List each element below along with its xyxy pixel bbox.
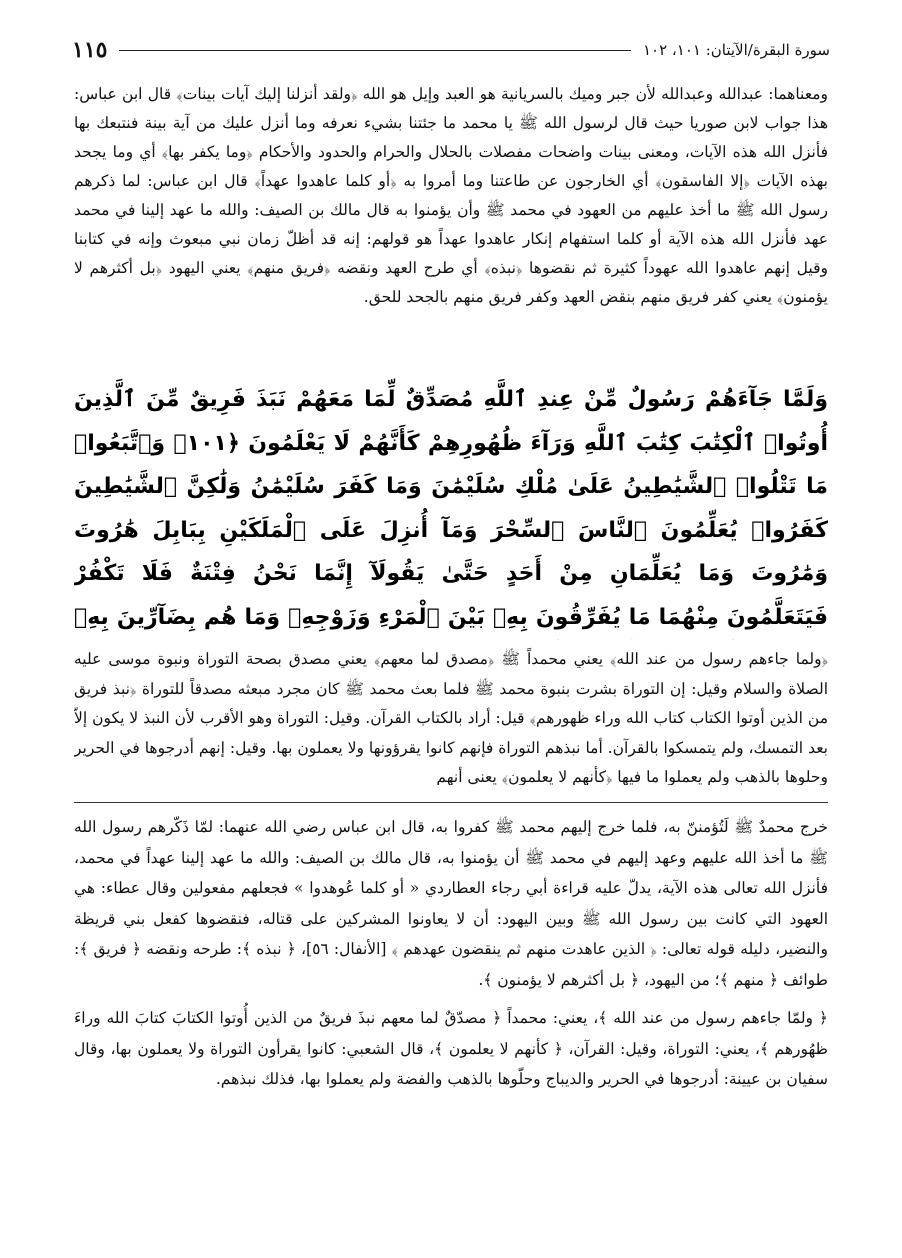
header-rule	[119, 50, 631, 51]
footnote-paragraph-2: ﴿ ولمّا جاءهم رسول من عند الله ﴾، يعني: محمداً ﴿ مصدّقٌ لما معهم نبذَ فريقٌ من الذين أُوتوا الكتابَ كتابَ الله وراءَ ظهُورهم ﴾، يعني: التوراة، وقيل: القرآن، ﴿ كأنهم لا يعلمون ﴾، قال الشعبي: كانوا يقرأون التوراة ولا يعملون بها، وقال سفيان بن عيينة: أدرجوها في الحرير والديباج وحلّوها بالذهب والفضة ولم يعملوا بها، فذلك نبذهم.	[74, 1009, 828, 1088]
running-title: سورة البقرة/الآيتان: ١٠١، ١٠٢	[642, 41, 830, 59]
footnote-divider	[74, 802, 828, 803]
commentary-lower	[74, 645, 828, 785]
footnote-paragraph-1: خرج محمدٌ ﷺ لَتُؤمننّ به، فلما خرج إليهم محمد ﷺ كفروا به، قال ابن عباس رضي الله عنهما: لمّا ذَكّرهم رسول الله ﷺ ما أخذ الله عليهم وعهد إليهم في محمد ﷺ أن يؤمنوا به، قال مالك بن الصيف: والله ما عهد إلينا عهداً في محمد، فأنزل الله تعالى هذه الآية، يدلّ عليه قراءة أبي رجاء العطاردي « أو كلما عُوهدوا » فجعلهم مفعولين وقال عطاء: هي العهود التي كانت بين رسول الله ﷺ وبين اليهود: أن لا يعاونوا المشركين على قتاله، فنقضوها كفعل بني قريظة والنضير، دليله قوله تعالى: ﴿ الذين عاهدت منهم ثم ينقضون عهدهم ﴾ [الأنفال: ٥٦]، ﴿ نبذه ﴾: طرحه ونقضه ﴿ فريق ﴾: طوائف ﴿ منهم ﴾؛ من اليهود، ﴿ بل أكثرهم لا يؤمنون ﴾.	[74, 818, 828, 989]
footnotes-section	[74, 812, 828, 1232]
quran-text: وَلَمَّا جَآءَهُمْ رَسُولٌ مِّنْ عِندِ ٱللَّهِ مُصَدِّقٌ لِّمَا مَعَهُمْ نَبَذَ فَرِيقٌ مِّنَ ٱلَّذِينَ أُوتُوا۟ ٱلْكِتَٰبَ كِتَٰبَ ٱللَّهِ وَرَآءَ ظُهُورِهِمْ كَأَنَّهُمْ لَا يَعْلَمُونَ ﴿١٠١﴾ وَٱتَّبَعُوا۟ مَا تَتْلُوا۟ ٱلشَّيَٰطِينُ عَلَىٰ مُلْكِ سُلَيْمَٰنَ وَمَا كَفَرَ سُلَيْمَٰنُ وَلَٰكِنَّ ٱلشَّيَٰطِينَ كَفَرُوا۟ يُعَلِّمُونَ ٱلنَّاسَ ٱلسِّحْرَ وَمَآ أُنزِلَ عَلَى ٱلْمَلَكَيْنِ بِبَابِلَ هَٰرُوتَ وَمَٰرُوتَ وَمَا يُعَلِّمَانِ مِنْ أَحَدٍ حَتَّىٰ يَقُولَآ إِنَّمَا نَحْنُ فِتْنَةٌ فَلَا تَكْفُرْ فَيَتَعَلَّمُونَ مِنْهُمَا مَا يُفَرِّقُونَ بِهِۦ بَيْنَ ٱلْمَرْءِ وَزَوْجِهِۦ وَمَا هُم بِضَآرِّينَ بِهِۦ	[74, 387, 828, 630]
quran-verses	[74, 378, 828, 640]
page-header	[72, 32, 830, 68]
commentary-paragraph-2: ﴿ولما جاءهم رسول من عند الله﴾ يعني محمداً ﷺ ﴿مصدق لما معهم﴾ يعني مصدق بصحة التوراة ونبوة موسى عليه الصلاة والسلام وقيل: إن التوراة بشرت بنبوة محمد ﷺ فلما بعث محمد ﷺ كان مجرد مبعثه مصدقاً للتوراة ﴿نبذ فريق من الذين أوتوا الكتاب كتاب الله وراء ظهورهم﴾ قيل: أراد بالكتاب القرآن. وقيل: التوراة وهو الأقرب لأن النبذ لا يكون إلاّ بعد التمسك، ولم يتمسكوا بالقرآن. أما نبذهم التوراة فإنهم كانوا يقرؤونها ولا يعملون بها. وقيل: إنهم أدرجوها في الحرير وحلوها بالذهب ولم يعملوا ما فيها ﴿كأنهم لا يعلمون﴾ يعني أنهم	[74, 650, 828, 785]
commentary-upper	[74, 80, 828, 372]
commentary-paragraph-1: ومعناهما: عبدالله وعبدالله لأن جبر وميك بالسريانية هو العبد وإيل هو الله ﴿ولقد أنزلنا إليك آيات بينات﴾ قال ابن عباس: هذا جواب لابن صوريا حيث قال لرسول الله ﷺ يا محمد ما جئتنا بشيء نعرفه وما أنزل عليك من آية بينة فنتبعك بها فأنزل الله هذه الآيات، ومعنى بينات واضحات مفصلات بالحلال والحرام والحدود والأحكام ﴿وما يكفر بها﴾ أي وما يجحد بهذه الآيات ﴿إلا الفاسقون﴾ أي الخارجون عن طاعتنا وما أمروا به ﴿أو كلما عاهدوا عهداً﴾ قال ابن عباس: لما ذكرهم رسول الله ﷺ ما أخذ عليهم من العهود في محمد ﷺ وأن يؤمنوا به قال مالك بن الصيف: والله ما عهد إلينا في محمد عهد فأنزل الله هذه الآية أو كلما استفهام إنكار عاهدوا عهداً هو قولهم: إنه قد أظلّ زمان نبي مبعوث وإنه في كتابنا وقيل إنهم عاهدوا الله عهوداً كثيرة ثم نقضوها ﴿نبذه﴾ أي طرح العهد ونقضه ﴿فريق منهم﴾ يعني اليهود ﴿بل أكثرهم لا يؤمنون﴾ يعني كفر فريق منهم بنقض العهد وكفر فريق منهم بالجحد للحق.	[74, 85, 828, 306]
page-number: ١١٥	[72, 37, 108, 63]
